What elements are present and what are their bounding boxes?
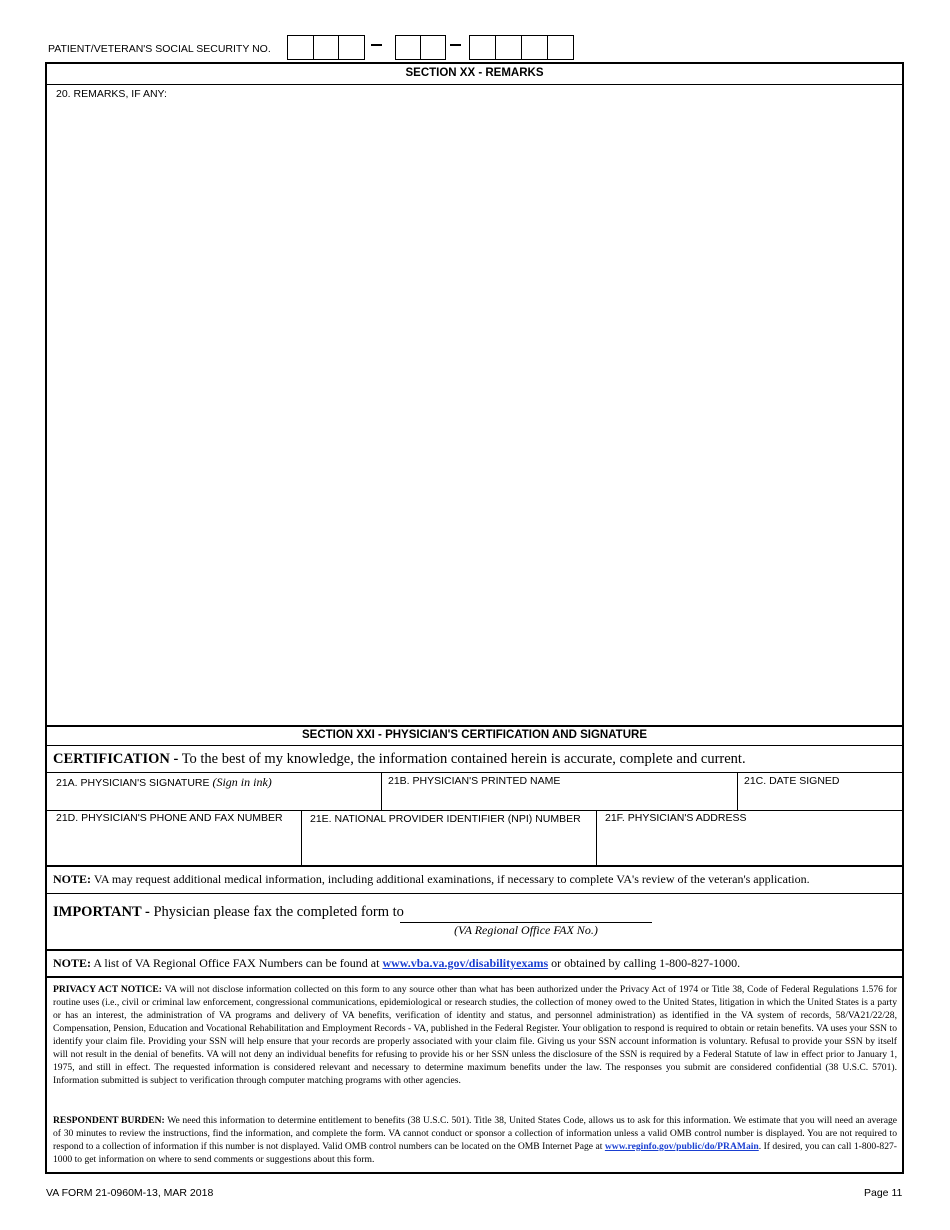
certification-statement (53, 751, 746, 768)
field-21d-label: 21D. PHYSICIAN'S PHONE AND FAX NUMBER (56, 812, 283, 824)
ssn-digit-box[interactable] (496, 36, 522, 59)
note-text: or obtained by calling 1-800-827-1000. (551, 956, 741, 970)
ssn-digit-box[interactable] (339, 36, 364, 59)
ssn-group-3[interactable] (469, 35, 574, 60)
ssn-digit-box[interactable] (548, 36, 573, 59)
note-additional-info (53, 872, 810, 887)
section-divider (47, 725, 902, 727)
ssn-dash (371, 44, 382, 46)
field-21a-hint: (Sign in ink) (212, 775, 272, 789)
note-label: NOTE: (53, 956, 92, 970)
field-21a-label (56, 775, 272, 790)
section-xxi-title: SECTION XXI - PHYSICIAN'S CERTIFICATION AND SIGNATURE (302, 729, 647, 741)
important-fax-instruction (53, 904, 404, 921)
privacy-label: PRIVACY ACT NOTICE: (53, 984, 162, 995)
divider (47, 810, 902, 811)
reginfo-link[interactable]: www.reginfo.gov/public/do/PRAMain (604, 1141, 759, 1152)
ssn-dash (450, 44, 461, 46)
field-21b-label: 21B. PHYSICIAN'S PRINTED NAME (388, 775, 561, 787)
ssn-digit-box[interactable] (470, 36, 496, 59)
burden-label: RESPONDENT BURDEN: (53, 1115, 165, 1126)
remarks-area[interactable] (47, 100, 902, 725)
ssn-group-2[interactable] (395, 35, 446, 60)
field-21c-label: 21C. DATE SIGNED (744, 775, 840, 787)
note-fax-numbers (53, 956, 740, 971)
physician-phone-fax-field[interactable] (48, 828, 300, 864)
fax-caption: (VA Regional Office FAX No.) (454, 923, 598, 937)
respondent-burden (53, 1114, 897, 1166)
note-label: NOTE: (53, 872, 92, 886)
physician-printed-name-field[interactable] (382, 790, 736, 809)
physician-signature-field[interactable] (48, 790, 380, 809)
divider (47, 772, 902, 773)
physician-address-field[interactable] (597, 828, 901, 864)
privacy-text: VA will not disclose information collected on this form to any source other than what has been authorized under the Privacy Act of 1974 or Title 38, Code of Federal Regulations 1.576 for routine uses (i.e., civil or criminal law enforcement, congressional communications, epidemiological or research studies, the collection of money owed to the United States, litigation in which the United States is a party or has an interest, the administration of VA programs and delivery of VA benefits, verification of identity and status, and personnel administration) as identified in the VA system of records, 58/VA21/22/28, Compensation, Pension, Education and Vocational Rehabilitation and Employment Records - VA, published in the Federal Register. Your obligation to respond is required to obtain or retain benefits. VA uses your SSN to identify your claim file. Providing your SSN will help ensure that your records are properly associated with your claim file. Giving us your SSN account information is voluntary. Refusal to provide your SSN by itself will not result in the denial of benefits. VA will not deny an individual benefits for refusing to provide his or her SSN unless the disclosure of the SSN is required by a Federal Statute of law in effect prior to January 1, 1975, and still in effect. The requested information is considered relevant and necessary to determine maximum benefits under the law. The responses you submit are considered confidential (38 U.S.C. 5701). Information submitted is subject to verification through computer matching programs with other agencies. (53, 984, 897, 1086)
note-text: A list of VA Regional Office FAX Numbers can be found at (93, 956, 380, 970)
burden-text: . If desired, you can call 1-800-827-1000 to get information on where to send comments or suggestions about this form. (53, 1141, 897, 1165)
certification-heading: CERTIFICATION - (53, 751, 179, 767)
npi-number-field[interactable] (302, 828, 595, 864)
divider (47, 84, 902, 85)
ssn-group-1[interactable] (287, 35, 365, 60)
important-label: IMPORTANT - (53, 904, 150, 920)
ssn-label: PATIENT/VETERAN'S SOCIAL SECURITY NO. (48, 43, 271, 55)
ssn-digit-box[interactable] (314, 36, 340, 59)
divider (47, 893, 902, 894)
field-21f-label: 21F. PHYSICIAN'S ADDRESS (605, 812, 747, 824)
divider (47, 745, 902, 746)
burden-text: We need this information to determine entitlement to benefits (38 U.S.C. 501). Title 38, United States Code, allows us to ask for this information. We estimate that you will need an average of 30 minutes to review the instructions, find the information, and complete the form. VA cannot conduct or sponsor a collection of information unless a valid OMB control number is displayed. You are not required to respond to a collection of information if this number is not displayed. Valid OMB control numbers can be located on the OMB Internet Page at (53, 1115, 898, 1152)
divider (47, 976, 902, 978)
page-number: Page 11 (864, 1187, 903, 1199)
privacy-act-notice (53, 983, 897, 1087)
ssn-digit-box[interactable] (421, 36, 445, 59)
certification-text: To the best of my knowledge, the information contained herein is accurate, complete and current. (181, 751, 746, 767)
form-identifier: VA FORM 21-0960M-13, MAR 2018 (46, 1187, 214, 1199)
remarks-label: 20. REMARKS, IF ANY: (56, 88, 167, 100)
note-text: VA may request additional medical information, including additional examinations, if necessary to complete VA's review of the veteran's application. (93, 872, 810, 886)
ssn-digit-box[interactable] (396, 36, 421, 59)
field-21a-label-text: 21A. PHYSICIAN'S SIGNATURE (56, 777, 210, 789)
divider (47, 949, 902, 951)
ssn-digit-box[interactable] (522, 36, 548, 59)
vba-link[interactable]: www.vba.va.gov/disabilityexams (382, 956, 549, 970)
divider (47, 865, 902, 867)
ssn-digit-box[interactable] (288, 36, 314, 59)
important-text: Physician please fax the completed form to (153, 904, 404, 920)
date-signed-field[interactable] (738, 790, 901, 809)
section-xx-title: SECTION XX - REMARKS (405, 67, 544, 79)
field-21e-label: 21E. NATIONAL PROVIDER IDENTIFIER (NPI) NUMBER (310, 813, 581, 825)
